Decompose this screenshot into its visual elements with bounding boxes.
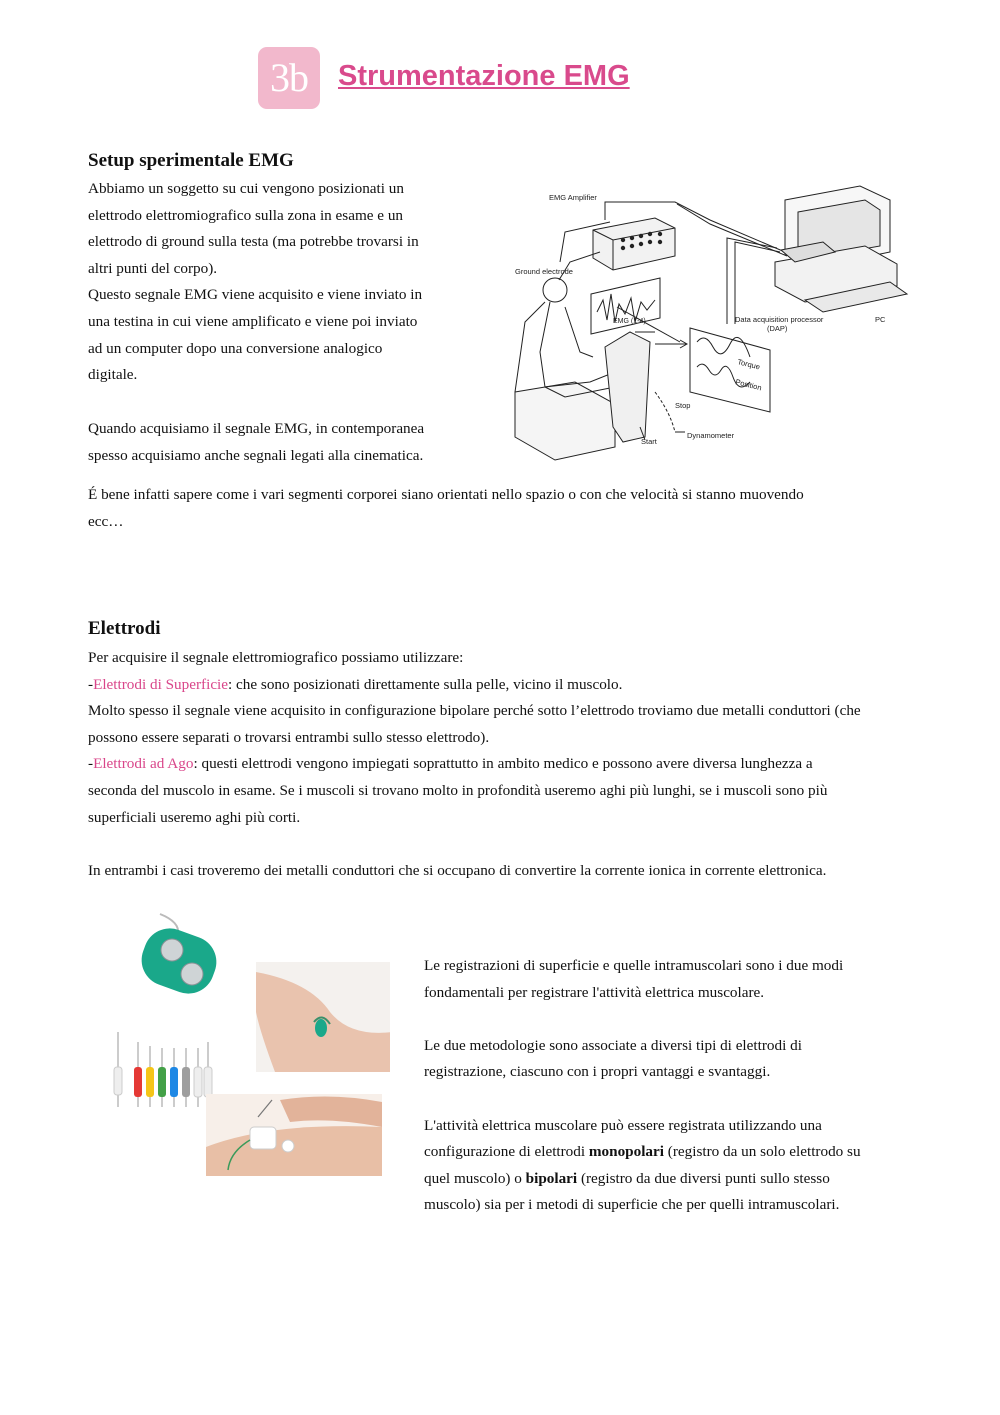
term-monopolari: monopolari [588,1143,664,1161]
superficie-description: : che sono posizionati direttamente sulla pelle, vicino il muscolo. [228,675,623,693]
label-dap: Data acquisition processor [735,315,824,324]
label-emg-amplifier: EMG Amplifier [549,193,597,202]
text-line: superficiali useremo aghi più corti. [88,808,301,826]
text-line: Le registrazioni di superficie e quelle intramuscolari sono i due modi [424,957,844,974]
term-bipolari: bipolari [525,1169,578,1187]
text-line: elettrodo elettromiografico sulla zona in esame e un [88,206,404,224]
chapter-badge-label: 3b [270,55,308,100]
bullet-dash: - [88,755,94,773]
label-position: Position [734,377,763,393]
text-line: seconda del muscolo in esame. Se i muscoli si trovano molto in profondità useremo aghi più lunghi, se i muscoli sono più [88,781,828,799]
text-line: In entrambi i casi troveremo dei metalli conduttori che si occupano di convertire la corrente ionica in corrente elettronica. [88,861,827,879]
setup-paragraph-3 [88,482,968,535]
text-line: É bene infatti sapere come i vari segmenti corporei siano orientati nello spazio o con che velocità si stanno muovendo [88,486,804,503]
text-line: altri punti del corpo). [88,259,218,277]
text-line: Quando acquisiamo il segnale EMG, in contemporanea [88,420,425,437]
text-line: spesso acquisiamo anche segnali legati alla cinematica. [88,446,424,464]
label-emg-channels: EMG (1-4) [613,318,646,325]
chapter-badge [258,47,320,109]
person-head [543,278,567,302]
text-span: configurazione di elettrodi [424,1143,589,1161]
text-line: fondamentali per registrare l'attività elettrica muscolare. [424,983,765,1001]
text-line: ad un computer dopo una conversione analogico [88,339,383,357]
label-pc: PC [875,315,886,324]
chair [515,382,615,460]
label-torque: Torque [736,357,761,372]
text-line: una testina in cui viene amplificato e viene poi inviato [88,312,418,330]
text-line: possono essere separati o trovarsi entrambi sullo stesso elettrodo). [88,728,490,746]
term-superficie: Elettrodi di Superficie [93,675,229,693]
section-heading-elettrodi: Elettrodi [88,618,161,639]
label-dap-abbrev: (DAP) [767,324,788,333]
recording-methods-text [424,953,964,1219]
emg-amplifier-box [593,218,675,270]
text-line: Abbiamo un soggetto su cui vengono posizionati un [88,180,404,197]
ago-description: : questi elettrodi vengono impiegati soprattutto in ambito medico e possono avere diversa lunghezza a [193,755,813,773]
text-line: Molto spesso il segnale viene acquisito in configurazione bipolare perché sotto l’elettrodo troviamo due metalli conduttori (che [88,702,861,720]
term-ago: Elettrodi ad Ago [93,755,194,773]
label-ground-electrode: Ground electrode [515,267,573,276]
text-line-superficie [88,672,973,699]
section-heading-setup: Setup sperimentale EMG [88,150,294,171]
setup-paragraph-1 [88,176,488,389]
text-line-ago [88,751,973,778]
arm-electrode-image [256,962,390,1072]
electrode-photos-collage [100,912,390,1182]
text-line: registrazione, ciascuno con i propri vantaggi e svantaggi. [424,1063,771,1081]
text-line: digitale. [88,366,138,384]
text-span: (registro da un solo elettrodo su [664,1143,861,1161]
text-line: Per acquisire il segnale elettromiografico possiamo utilizzare: [88,649,464,666]
bullet-dash: - [88,675,94,693]
text-line [424,1166,964,1193]
setup-paragraph-2 [88,416,488,469]
label-dynamometer: Dynamometer [687,431,735,440]
needle-electrodes-image [114,1032,212,1107]
text-line: Questo segnale EMG viene acquisito e viene inviato in [88,286,423,304]
text-line: Le due metodologie sono associate a diversi tipi di elettrodi di [424,1036,802,1054]
text-span: (registro da due diversi punti sullo stesso [577,1169,830,1187]
label-start: Start [641,437,657,446]
surface-electrode-image [134,914,223,1001]
text-line [424,1139,964,1166]
text-line: L'attività elettrica muscolare può essere registrata utilizzando una [424,1116,822,1134]
text-line: ecc… [88,512,124,530]
text-span: quel muscolo) o [424,1169,526,1187]
label-stop: Stop [675,401,691,410]
page-title: Strumentazione EMG [338,60,630,92]
emg-setup-diagram [505,182,910,465]
text-line: muscolo) sia per i metodi di superficie che per quelli intramuscolari. [424,1196,840,1214]
text-line: elettrodo di ground sulla testa (ma potrebbe trovarsi in [88,233,419,251]
needle-insertion-image [206,1094,382,1176]
elettrodi-paragraph [88,645,973,884]
